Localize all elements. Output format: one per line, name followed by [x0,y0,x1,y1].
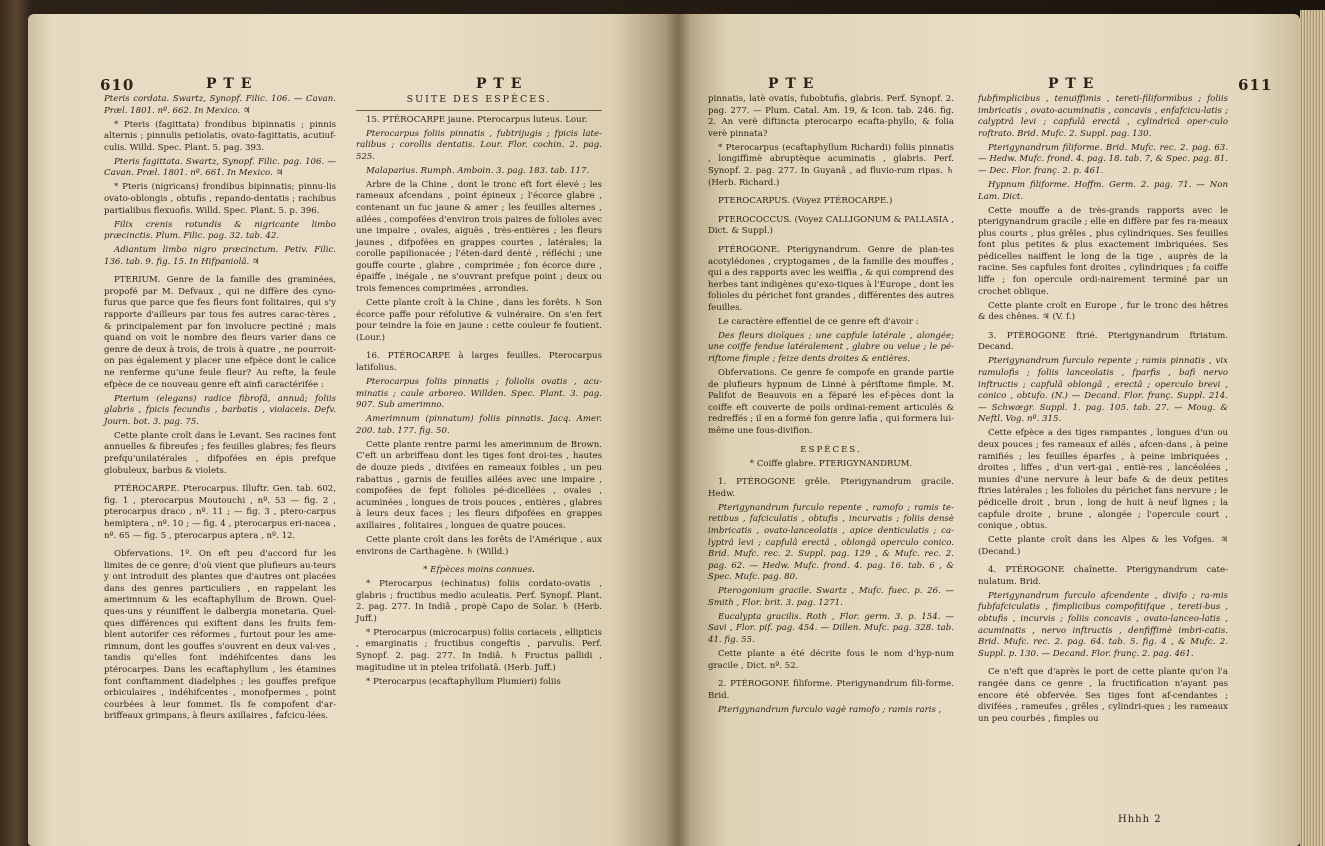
paragraph: Cette efpèce a des tiges rampantes , longues d'un ou deux pouces ; fes rameaux ef ailés , afcen-dans , à peine ramifiés ; les feuilles éparfes , à peine imbriquées , droites , liffes , d'un vert-gai , entiè-res , lancéolées , munies d'une nervure à leur bafe & de deux petites ftries latérales ; les folioles du périchet fans nervure ; le pédicelle droit , brun , long de huit à neuf lignes ; la capfule droite , brune , alongée ; l'opercule court , conique , obtus. [978,428,1228,532]
paragraph: fubfimplicibus , tenuiffimis , tereti-filiformibus ; foliis imbricatis , ovato-acuminatis , concavis , enfafcicu-latis ; calyptrâ levi ; capfulâ erectâ , cylindricâ oper-culo roftrato. Brid. Mufc. 2. Suppl. pag. 130. [978,94,1228,139]
paragraph: * Pterocarpus (ecaftaphyllum Richardi) foliis pinnatis , longiffimè abruptèque acuminatis , glabris. Perf. Synopf. 2. pag. 277. In Guyanâ , ad fluvio-rum ripas. ♄ (Herb. Richard.) [708,142,954,188]
paragraph: 15. PTÉROCARPE jaune. Pterocarpus luteus. Lour. [366,114,588,125]
paragraph: Malaparius. Rumph. Amboin. 3. pag. 183. tab. 117. [366,165,590,176]
paragraph: Pterigynandrum filiforme. Brid. Mufc. rec. 2. pag. 63. — Hedw. Mufc. frond. 4. pag. 18. tab. 7, & Spec. pag. 81. — Dec. Flor. franç. 2. p. 461. [978,142,1228,176]
paragraph: Pterigynandrum furculo vagè ramofo ; ramis raris , [718,704,942,715]
paragraph: Eucalypta gracilis. Roth , Flor. germ. 3. p. 154. — Savi , Flor. pif. pag. 454. — Dillen. Mufc. pag. 328. tab. 41. fig. 55. [708,611,954,646]
paragraph: * Pteris (nigricans) frondibus bipinnatis; pinnu-lis ovato-oblongis , obtufis , repando-dentatis ; rachibus partialibus flexuofis. Willd. Spec. Plant. 5. p. 396. [104,182,336,216]
paragraph: * Pteris (fagittata) frondibus bipinnatis ; pinnis alternis ; pinnulis petiolatis, ovato-fagittatis, acutiuf-culis. Willd. Spec. Plant. 5. pag. 393. [104,119,336,153]
paragraph: 3. PTÉROGONE ftrié. Pterigynandrum ftriatum. Decand. [978,330,1228,353]
divider [356,110,602,111]
paragraph: Cette plante croît à la Chine , dans les forêts. ♄ Son écorce paffe pour réfolutive & vulnéraire. On s'en fert pour teindre la foie en jaune : cette couleur fe foutient. (Lour.) [356,298,602,343]
left-column-1 [104,94,336,725]
left-running-head: P T E [206,76,253,92]
paragraph: Arbre de la Chine , dont le tronc eft fort élevé ; les rameaux afcendans , point épineux ; l'écorce glabre , contenant un fuc jaune & amer ; les feuilles alternes , ailées , compofées d'environ trois paires de folioles avec une impaire , ovales, aiguës , très-entières ; les fleurs jaunes , difpofées en grappes courtes , latérales; la corolle papilionacée ; l'éten-dard denté , réfléchi ; une gouffe courte , glabre , comprimée ; fon écorce dure , épaiffe , inégale , ne s'ouvrant prefque point ; deux ou trois femences comprimées , arrondies. [356,179,602,295]
paragraph: Cette plante croît dans le Levant. Ses racines font annuelles & fibreufes ; fes feuilles glabres; fes fleurs prefqu'unilatérales , difpofées en épis prefque globuleux, barbus & violets. [104,430,336,476]
right-column-1 [708,94,954,719]
right-column1-title: P T E [768,76,815,92]
paragraph: Le caractère effentiel de ce genre eft d'avoir : [718,316,919,327]
left-page [28,14,678,846]
left-column2-title: P T E [476,76,523,92]
paragraph: Pterium (elegans) radice fibrofâ, annuâ; foliis glabris , fpicis fecundis , barbatis , violaceis. Defv. Journ. bot. 3. pag. 75. [104,393,336,427]
paragraph: Pterigynandrum furculo afcendente , divifo ; ra-mis fubfafciculatis , fimplicibus compofitifque , tereti-bus , obtufis , incurvis ; foliis concavis , ovato-lanceo-latis , acuminatis , nervo inftructis , denfiffimè imbri-catis. Brid. Mufc. rec. 2. pag. 64. tab. 5. fig. 4 , & Mufc. 2. Suppl. p. 130. — Decand. Flor. franç. 2. pag. 461. [978,590,1228,659]
left-page-number: 610 [100,76,135,94]
paragraph: pinnatis, latè ovatis, fubobtufis, glabris. Perf. Synopf. 2. pag. 277. — Plum. Catal. Am. 19, & Icon. tab. 246. fig. 2. An verè diftincta pterocarpo ecafta-phyllo, & folia verè pinnata? [708,94,954,139]
paragraph: 4. PTÉROGONE chaînette. Pterigynandrum cate-nulatum. Brid. [978,565,1228,587]
paragraph: Pterocarpus foliis pinnatis , fubtrijugis ; fpicis late-ralibus ; corollis dentatis. Lour. Flor. cochin. 2. pag. 525. [356,128,602,162]
paragraph: PTÉROGONE. Pterigynandrum. Genre de plan-tes acotylédones , cryptogames , de la famille des mouffes , qui a des rapports avec les weiffia , & qui comprend des herbes tant indigènes qu'exo-tiques à l'Europe , dont les folioles du périchet font grandes , différentes des autres feuilles. [708,244,954,313]
paragraph: PTÉROCARPE. Pterocarpus. Illuftr. Gen. tab. 602, fig. 1 , pterocarpus Moutouchi , nº. 53 — fig. 2 , pterocarpus draco , nº. 11 ; — fig. 3 , ptero-carpus hemiptera , nº. 10 ; — fig. 4 , pterocarpus eri-nacea , nº. 65 — fig. 5 , pterocarpus aptera , nº. 12. [104,484,336,541]
section-heading: * Coiffe glabre. PTERIGYNANDRUM. [749,458,913,469]
paragraph: Cette plante rentre parmi les amerimnum de Brown. C'eft un arbriffeau dont les tiges font droi-tes , hautes de douze pieds , divifées en rameaux foibles , un peu rabattus , garnis de feuilles ailées avec une impaire , compofées de fept folioles pé-dicellées , ovales , acuminées , longues de trois pouces , entières , glabres à leurs deux faces ; les fleurs difpofées en grappes axillaires , folitaires , longues de quatre pouces. [356,439,602,531]
section-subtitle: SUITE DES ESPÈCES. [406,94,552,105]
paragraph: PTEROCOCCUS. (Voyez CALLIGONUM & PALLASIA , Dict. & Suppl.) [708,214,954,237]
left-column-2 [356,94,602,691]
paragraph: * Pterocarpus (microcarpus) foliis coriaceis , ellipticis , emarginatis ; fructibus congeftis , parvulis. Perf. Synopf. 2. pag. 277. In Indiâ. ♄ Fructus pallidi , magitudine ut in ptelea trifoliatâ. (Herb. Juff.) [356,627,602,673]
paragraph: Pteris fagittata. Swartz, Synopf. Filic. pag. 106. — Cavan. Præl. 1801. nº. 661. In Mexico. ♃ [104,156,336,179]
paragraph: Obfervations. Ce genre fe compofe en grande partie de plufieurs hypnum de Linné à périftome fimple. M. Palifot de Beauvois en a féparé les ef-pèces dont la coiffe eft couverte de poils ordinai-rement articulés & redreffés ; il en a formé fon genre lafia , qui formera lui-même une fous-divifion. [708,368,954,436]
section-heading: * Efpèces moins connues. [423,565,535,576]
book-spread [28,14,1300,846]
paragraph: PTEROCARPUS. (Voyez PTÉROCARPE.) [718,196,893,207]
paragraph: Pterigynandrum furculo repente ; ramis pinnatis , vix ramulofis ; foliis lanceolatis , fparfis , bafi nervo inftructis ; capfulâ oblongâ , erectâ ; operculo brevi , conico , obtufo. (N.) — Decand. Flor. franç. Suppl. 214. — Schwægr. Suppl. 1. pag. 105. tab. 27. — Moug. & Neftl. Vog. nº. 315. [978,356,1228,425]
section-heading: ESPÈCES. [800,444,862,455]
paragraph: Cette mouffe a de très-grands rapports avec le pterigynandrum gracile ; elle en diffère par fes ra-meaux plus courts , plus grêles , plus cylindriques. Ses feuilles font plus petites & plus exactement imbriquées. Ses pédicelles naiffent le long de la tige , auprès de la racine. Ses capfules font droites , cylindriques ; fa coiffe liffe ; fon opercule ordi-nairement terminé par un crochet oblique. [978,205,1228,297]
paragraph: Des fleurs dioïques ; une capfule latérale , alongée; une coiffe fendue latéralement , glabre ou velue ; le pé-riftome fimple ; feize dents droites & entières. [708,330,954,365]
paragraph: Hypnum filiforme. Hoffm. Germ. 2. pag. 71. — Non Lam. Dict. [978,179,1228,202]
paragraph: PTERIUM. Genre de la famille des graminées, propofé par M. Defvaux , qui ne diffère des cyno-furus que parce que fes fleurs font folitaires, qui s'y rapporte d'ailleurs par tous fes autres carac-tères , & principalement par fon involucre pectiné ; mais quand on voit le nombre des fleurs varier dans ce genre de deux à trois, de trois à quatre , ne pourroit-on pas également y placer une efpèce dont le calice ne renferme qu'une feule fleur? Au refte, la feule efpèce de ce nouveau genre eft ainfi caractérifée : [104,275,336,390]
paragraph: 16. PTÉROCARPE à larges feuilles. Pterocarpus latifolius. [356,351,602,374]
paragraph: Obfervations. 1º. On eft peu d'accord fur les limites de ce genre; d'où vient que plufieurs au-teurs y ont introduit des plantes que d'autres ont placées dans des genres particuliers , en rappelant les amerimnum & les ecaftaphyllum de Brown. Quel-ques-uns y réuniffent le dalbergia monetaria. Quel-ques différences qui exiftent dans les fruits fem-blent autorifer ces réformes , furtout pour les ame-rimnum, dont les gouffes s'ouvrent en deux val-ves , tandis qu'elles font indéhifcentes dans les ptérocarpes. Dans les ecaftaphyllum , les étamines font conftamment diadelphes ; les gouffes prefque orbiculaires , indéhifcentes , monofpermes , point courbées à leur fommet. Ils fe compofent d'ar-briffeaux grimpans, à fleurs axillaires , fafcicu-lées. [104,549,336,722]
page-edges [1300,10,1325,846]
paragraph: Cette plante a été décrite fous le nom d'hyp-num gracile , Dict. nº. 52. [708,649,954,671]
right-column2-title: P T E [1048,76,1095,92]
paragraph: Pterigynandrum furculo repente , ramofo ; ramis te-retibus , fafciculatis , obtufis , incurvatis ; foliis densè imbricatis , ovato-lanceolatis , apice denticulatis ; ca-lyptrâ levi ; capfulâ erectâ , oblongâ operculo conico. Brid. Mufc. rec. 2. Suppl. pag. 129 , & Mufc. rec. 2. pag. 62. — Hedw. Mufc. frond. 4. pag. 16. tab. 6 , & Spec. Mufc. pag. 80. [708,502,954,583]
paragraph: Amerimnum (pinnatum) foliis pinnatis. Jacq. Amer. 200. tab. 177. fig. 50. [356,414,602,436]
paragraph: Adiantum limbo nigro præcinctum. Petiv. Filic. 136. tab. 9. fig. 15. In Hifpaniolâ. ♃ [104,245,336,267]
right-page-number: 611 [1238,76,1273,94]
right-column-2 [978,94,1228,728]
paragraph: Pteris cordata. Swartz, Synopf. Filic. 106. — Cavan. Præl. 1801. nº. 662. In Mexico. ♃ [104,94,336,116]
paragraph: Cette plante croît en Europe , fur le tronc des hêtres & des chênes. ♃ (V. f.) [978,300,1228,323]
paragraph: Pterogonium gracile. Swartz , Mufc. fuec. p. 26. — Smith , Flor. brit. 3. pag. 1271. [708,586,954,608]
signature-mark: Hhhh 2 [1118,814,1162,825]
paragraph: Filix crenis rotundis & nigricante limbo præcinctis. Plum. Filic. pag. 32. tab. 42. [104,219,336,242]
paragraph: Cette plante croît dans les forêts de l'Amérique , aux environs de Carthagène. ♄ (Willd.) [356,534,602,557]
paragraph: Ce n'eft que d'après le port de cette plante qu'on l'a rangée dans ce genre , la fructification n'ayant pas encore été obfervée. Ses tiges font af-cendantes ; divifées , rameufes , grêles , cylindri-ques ; les rameaux un peu courbés , fimples ou [978,667,1228,724]
paragraph: 2. PTÉROGONE filiforme. Pterigynandrum fili-forme. Brid. [708,679,954,701]
right-page [678,14,1300,846]
paragraph: 1. PTÉROGONE grêle. Pterigynandrum gracile. Hedw. [708,477,954,499]
paragraph: Pterocarpus foliis pinnatis ; foliolis ovatis , acu-minatis ; caule arboreo. Willden. Spec. Plant. 3. pag. 907. Sub amerimno. [356,377,602,411]
paragraph: * Pterocarpus (echinatus) foliis cordato-ovatis , glabris ; fructibus medio aculeatis. Perf. Synopf. Plant. 2. pag. 277. In Indiâ , propè Capo de Solar. ♄ (Herb. Juff.) [356,579,602,624]
paragraph: Cette plante croît dans les Alpes & les Vofges. ♃ (Decand.) [978,535,1228,557]
paragraph: * Pterocarpus (ecaftaphyllum Plumieri) foliis [366,676,561,687]
